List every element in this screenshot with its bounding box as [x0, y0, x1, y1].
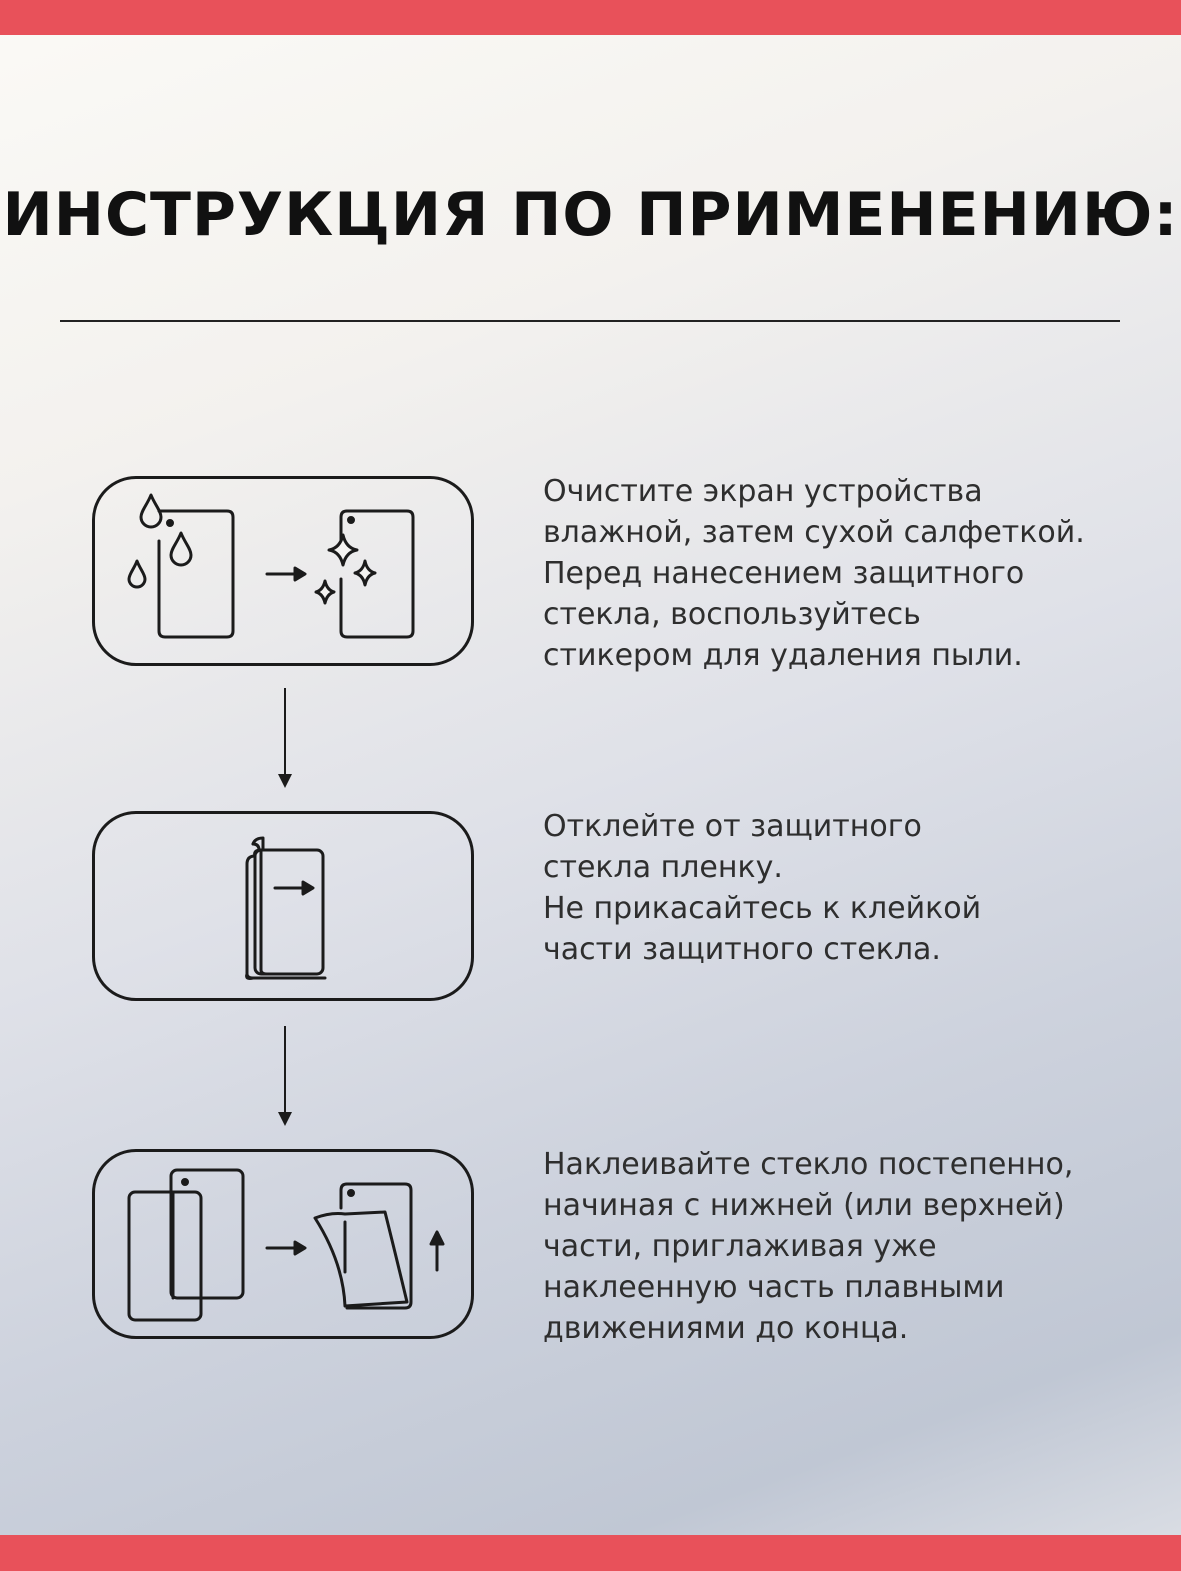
bottom-accent-band: [0, 1535, 1181, 1571]
apply-glass-icon: [95, 1152, 471, 1336]
down-arrow-icon: [270, 1026, 300, 1128]
step-1-text: Очистите экран устройства влажной, затем сухой салфеткой. Перед нанесением защитного стекла, воспользуйтесь стикером для удаления пыли.: [543, 474, 1085, 673]
step-3-illustration: [92, 1149, 474, 1339]
clean-screen-icon: [95, 479, 471, 663]
step-2-illustration: [92, 811, 474, 1001]
peel-film-icon: [95, 814, 471, 998]
step-3-text: Наклеивайте стекло постепенно, начиная с нижней (или верхней) части, приглаживая уже наклеенную часть плавными движениями до конца.: [543, 1147, 1074, 1346]
page-title: ИНСТРУКЦИЯ ПО ПРИМЕНЕНИЮ:: [2, 180, 1179, 250]
step-2-text: Отклейте от защитного стекла пленку. Не прикасайтесь к клейкой части защитного стекла.: [543, 809, 982, 967]
step-1-illustration: [92, 476, 474, 666]
title-divider: [60, 320, 1120, 322]
down-arrow-icon: [270, 688, 300, 790]
top-accent-band: [0, 0, 1181, 35]
